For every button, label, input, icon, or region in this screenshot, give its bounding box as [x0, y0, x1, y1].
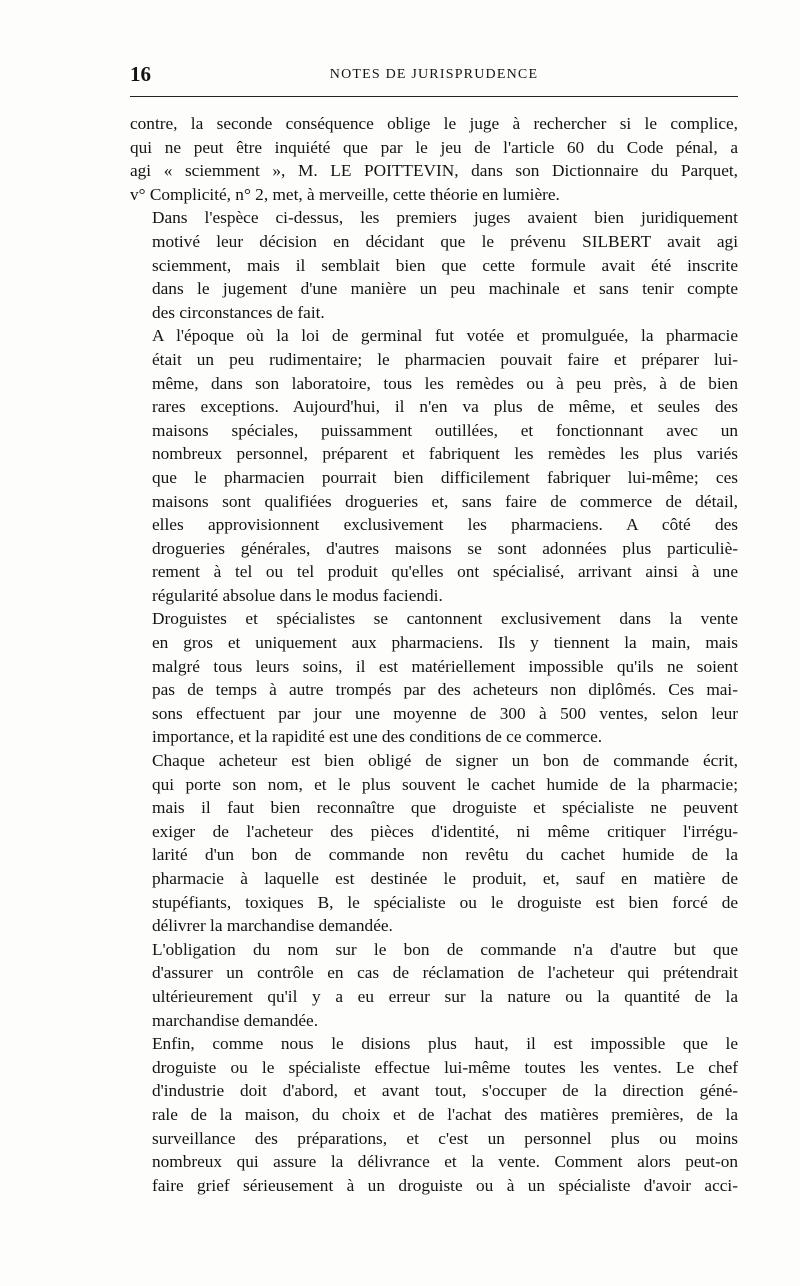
text-line: maisons spéciales, puissamment outillées, et fonctionnant avec un	[152, 420, 738, 440]
text-line: que le pharmacien pourrait bien difficilement fabriquer lui-même; ces	[152, 467, 738, 487]
text-line: pas de temps à autre trompés par des acheteurs non diplômés. Ces mai-	[152, 680, 738, 700]
text-line: agi « sciemment », M. LE POITTEVIN, dans son Dictionnaire du Parquet,	[130, 161, 738, 181]
paragraph-6	[130, 938, 738, 1032]
text-line: d'assurer un contrôle en cas de réclamation de l'acheteur qui prétendrait	[152, 963, 738, 983]
paragraph-2	[130, 206, 738, 324]
paragraph-5	[130, 749, 738, 938]
text-line: importance, et la rapidité est une des conditions de ce commerce.	[152, 727, 603, 747]
text-line: motivé leur décision en décidant que le prévenu SILBERT avait agi	[152, 231, 738, 251]
text-line: qui ne peut être inquiété que par le jeu de l'article 60 du Code pénal, a	[130, 137, 738, 157]
text-line: était un peu rudimentaire; le pharmacien pouvait faire et préparer lui-	[152, 349, 738, 369]
text-line: elles approvisionnent exclusivement les pharmaciens. A côté des	[152, 515, 738, 535]
text-line: rement à tel ou tel produit qu'elles ont spécialisé, arrivant ainsi à une	[152, 562, 738, 582]
text-line: ultérieurement qu'il y a eu erreur sur la nature ou la quantité de la	[152, 986, 738, 1006]
header-rule	[130, 96, 738, 97]
text-line: L'obligation du nom sur le bon de commande n'a d'autre but que	[152, 939, 738, 959]
text-line: faire grief sérieusement à un droguiste ou à un spécialiste d'avoir acci-	[152, 1175, 738, 1195]
text-line: sciemment, mais il semblait bien que cette formule avait été inscrite	[152, 255, 738, 275]
paragraph-3	[130, 324, 738, 607]
text-line: rale de la maison, du choix et de l'achat des matières premières, de la	[152, 1104, 738, 1124]
text-line: stupéfiants, toxiques B, le spécialiste ou le droguiste est bien forcé de	[152, 892, 738, 912]
text-line: droguiste ou le spécialiste effectue lui-même toutes les ventes. Le chef	[152, 1057, 738, 1077]
body-text	[130, 112, 738, 1197]
text-line: qui porte son nom, et le plus souvent le cachet humide de la pharmacie;	[152, 774, 738, 794]
paragraph-1	[130, 112, 738, 206]
text-line: maisons sont qualifiées drogueries et, sans faire de commerce de détail,	[152, 491, 738, 511]
text-line: drogueries générales, d'autres maisons se sont adonnées plus particuliè-	[152, 538, 738, 558]
running-title: NOTES DE JURISPRUDENCE	[329, 67, 539, 82]
text-line: pharmacie à laquelle est destinée le produit, et, sauf en matière de	[152, 869, 738, 888]
text-line: mais il faut bien reconnaître que droguiste et spécialiste ne peuvent	[152, 798, 738, 818]
text-line: même, dans son laboratoire, tous les remèdes ou à peu près, à de bien	[152, 373, 738, 393]
text-line: malgré tous leurs soins, il est matériellement impossible qu'ils ne soient	[152, 656, 738, 676]
text-line: des circonstances de fait.	[152, 302, 325, 322]
text-line: sons effectuent par jour une moyenne de 300 à 500 ventes, selon leur	[152, 703, 738, 723]
text-line: nombreux personnel, préparent et fabriquent les remèdes les plus variés	[152, 444, 738, 464]
text-line: d'industrie doit d'abord, et avant tout, s'occuper de la direction géné-	[152, 1081, 738, 1101]
text-line: A l'époque où la loi de germinal fut votée et promulguée, la pharmacie	[152, 326, 738, 346]
text-line: dans le jugement d'une manière un peu machinale et sans tenir compte	[152, 279, 738, 299]
text-line: Droguistes et spécialistes se cantonnent exclusivement dans la vente	[152, 609, 738, 629]
page-number: 16	[130, 62, 151, 86]
paragraph-7	[130, 1032, 738, 1197]
text-line: Enfin, comme nous le disions plus haut, il est impossible que le	[152, 1034, 738, 1054]
page-header	[130, 62, 738, 88]
text-line: Chaque acheteur est bien obligé de signer un bon de commande écrit,	[152, 751, 738, 771]
text-line: surveillance des préparations, et c'est un personnel plus ou moins	[152, 1128, 738, 1148]
text-line: rares exceptions. Aujourd'hui, il n'en va plus de même, et seules des	[152, 397, 738, 417]
text-line: larité d'un bon de commande non revêtu du cachet humide de la	[152, 845, 738, 865]
text-line: délivrer la marchandise demandée.	[152, 916, 393, 936]
text-line: marchandise demandée.	[152, 1010, 319, 1030]
text-line: nombreux qui assure la délivrance et la vente. Comment alors peut-on	[152, 1152, 738, 1172]
text-line: v° Complicité, n° 2, met, à merveille, cette théorie en lumière.	[130, 184, 560, 204]
text-line: en gros et uniquement aux pharmaciens. Ils y tiennent la main, mais	[152, 633, 738, 653]
text-line: Dans l'espèce ci-dessus, les premiers juges avaient bien juridiquement	[152, 208, 738, 228]
text-line: contre, la seconde conséquence oblige le juge à rechercher si le complice,	[130, 114, 738, 133]
paragraph-4	[130, 607, 738, 749]
text-line: régularité absolue dans le modus faciendi.	[152, 585, 443, 605]
text-line: exiger de l'acheteur des pièces d'identité, ni même critiquer l'irrégu-	[152, 821, 738, 841]
